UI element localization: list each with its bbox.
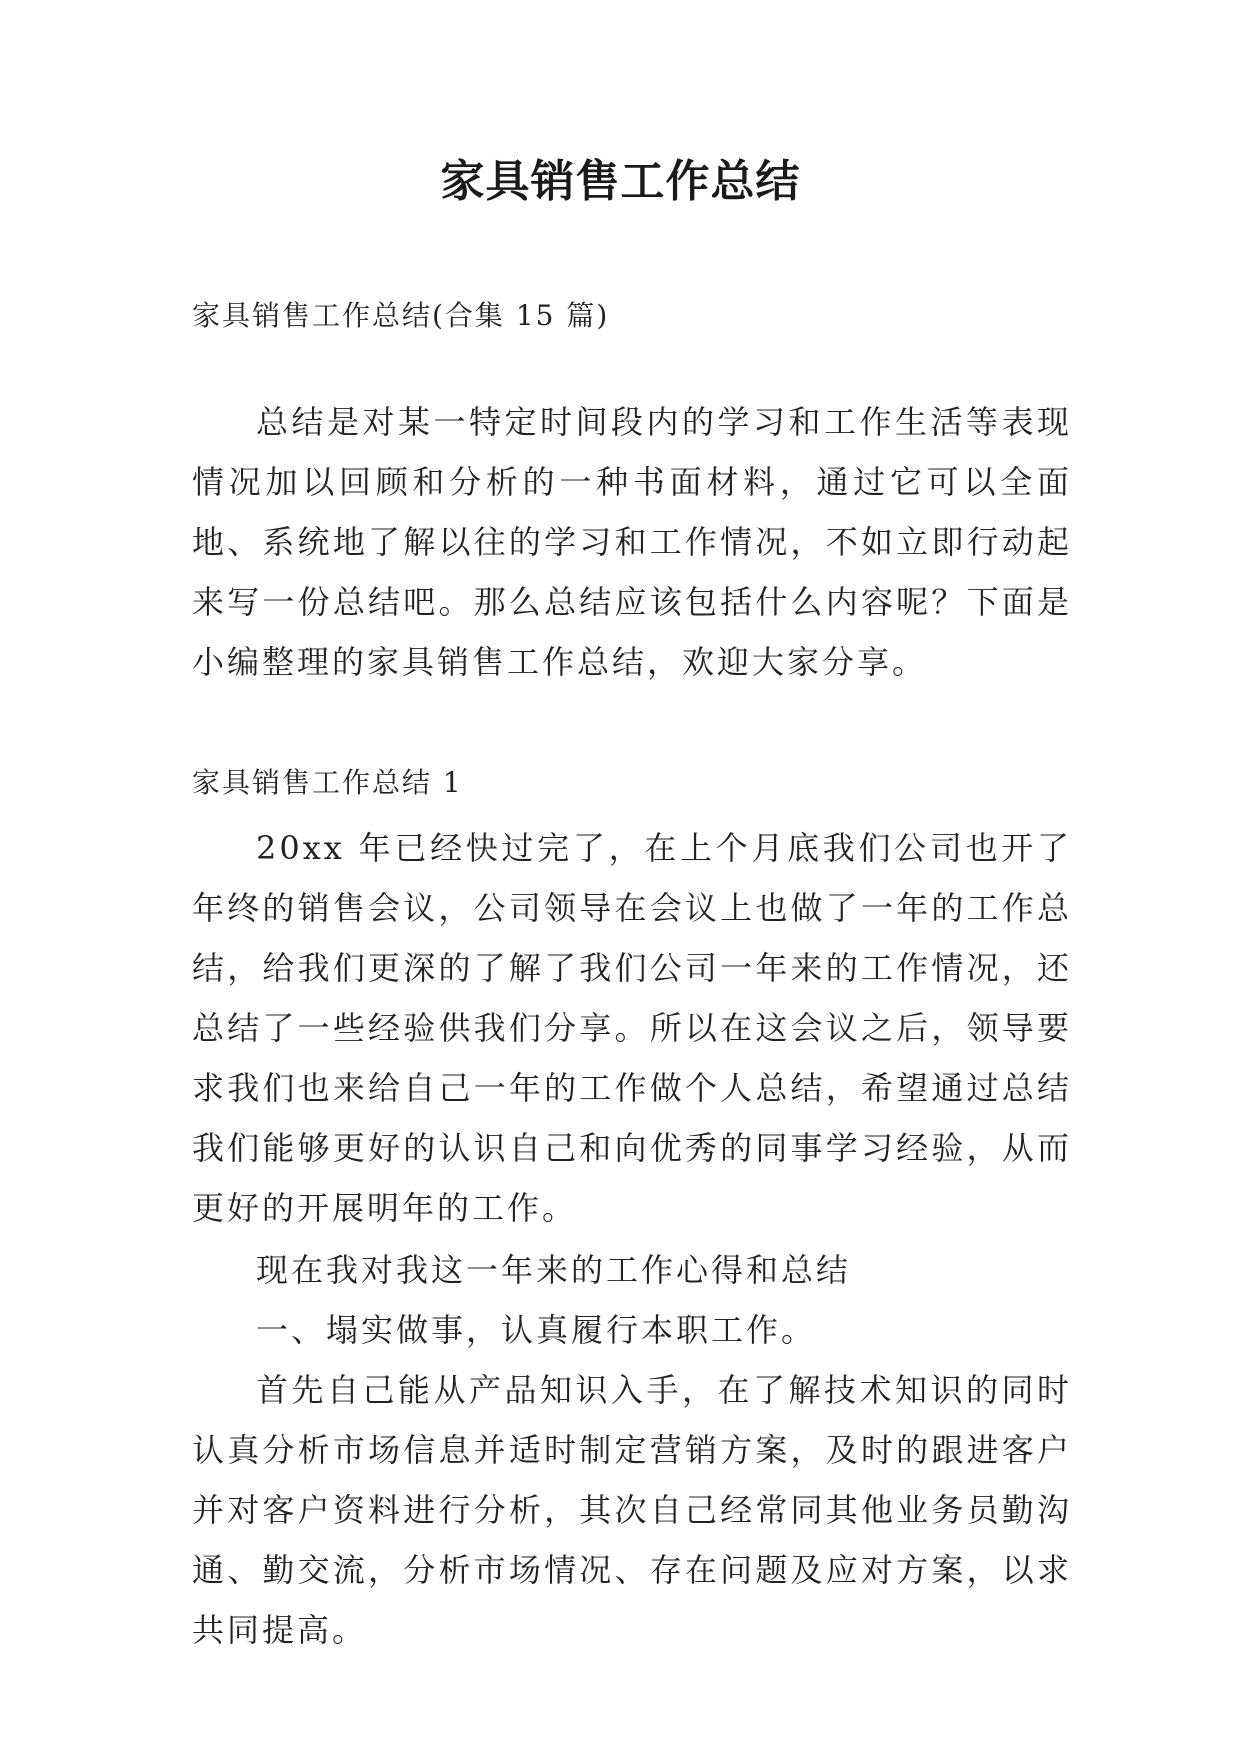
- section-1-title: 家具销售工作总结 1: [192, 766, 463, 799]
- document-subtitle: 家具销售工作总结(合集 15 篇): [192, 299, 610, 332]
- section-1-paragraph-1: 20xx 年已经快过完了，在上个月底我们公司也开了年终的销售会议，公司领导在会议上也做了一年的工作总结，给我们更深的了解了我们公司一年来的工作情况，还总结了一些经验供我们分享。所以在这会议之后，领导要求我们也来给自己一年的工作做个人总结，希望通过总结我们能够更好的认识自己和向优秀的同事学习经验，从而更好的开展明年的工作。: [192, 829, 1072, 1227]
- section-1-paragraph-4: 首先自己能从产品知识入手，在了解技术知识的同时认真分析市场信息并适时制定营销方案，及时的跟进客户并对客户资料进行分析，其次自己经常同其他业务员勤沟通、勤交流，分析市场情况、存在问题及应对方案，以求共同提高。: [192, 1371, 1072, 1649]
- intro-paragraph: 总结是对某一特定时间段内的学习和工作生活等表现情况加以回顾和分析的一种书面材料，通过它可以全面地、系统地了解以往的学习和工作情况，不如立即行动起来写一份总结吧。那么总结应该包括什么内容呢？下面是小编整理的家具销售工作总结，欢迎大家分享。: [192, 403, 1072, 681]
- section-1-paragraph-3: 一、塌实做事，认真履行本职工作。: [256, 1311, 817, 1349]
- document-title: 家具销售工作总结: [440, 156, 801, 207]
- section-1-paragraph-2: 现在我对我这一年来的工作心得和总结: [256, 1251, 852, 1289]
